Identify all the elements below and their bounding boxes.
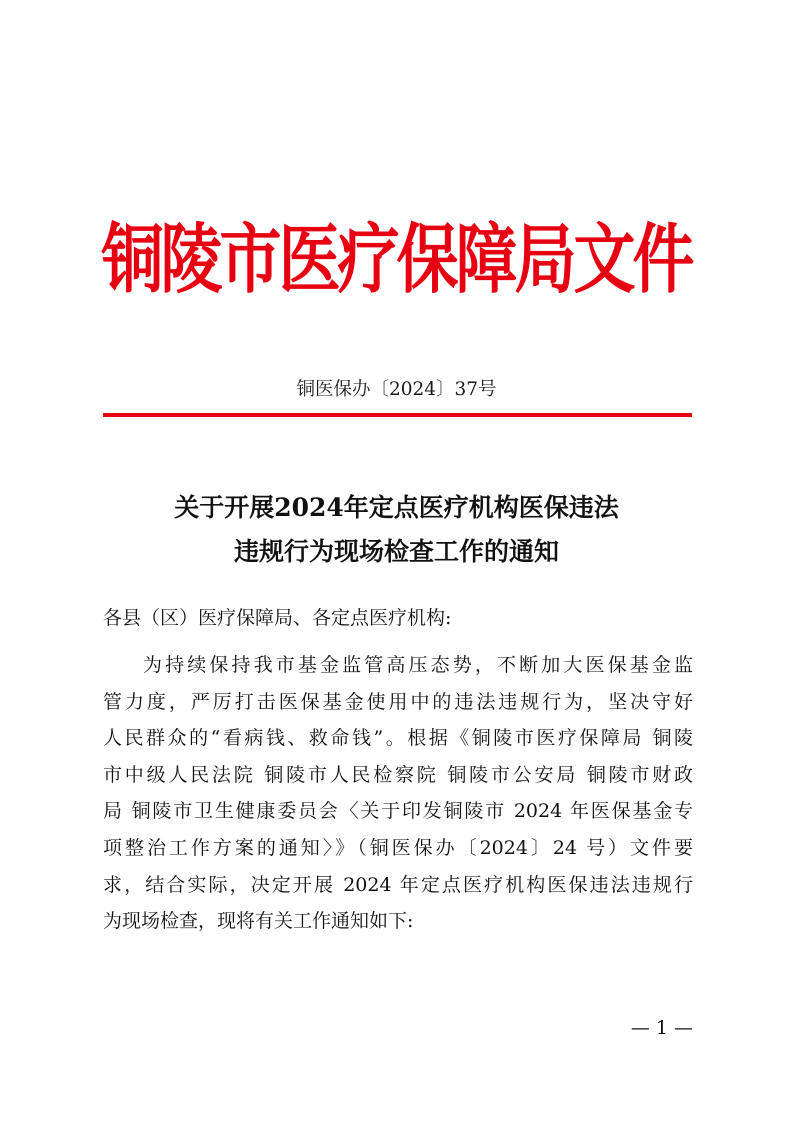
body-paragraph bbox=[103, 647, 693, 940]
red-separator-line bbox=[103, 413, 692, 417]
paragraph-line: 为现场检查，现将有关工作通知如下: bbox=[103, 910, 414, 933]
paragraph-line: 管力度，严厉打击医保基金使用中的违法违规行为，坚决守好 bbox=[103, 690, 693, 713]
title-line: 关于开展2024年定点医疗机构医保违法 bbox=[174, 493, 619, 522]
paragraph-line: 局 铜陵市卫生健康委员会〈关于印发铜陵市 2024 年医保基金专 bbox=[103, 800, 693, 823]
paragraph-line: 项整治工作方案的通知〉》（铜医保办〔2024〕24 号）文件要 bbox=[103, 836, 693, 859]
issuer-heading: 铜陵市医疗保障局文件 bbox=[101, 214, 692, 304]
notice-title bbox=[0, 486, 793, 574]
page-number: — 1 — bbox=[630, 1017, 693, 1039]
document-number: 铜医保办〔2024〕37号 bbox=[296, 379, 497, 400]
paragraph-line: 为持续保持我市基金监管高压态势，不断加大医保基金监 bbox=[143, 654, 693, 676]
salutation: 各县（区）医疗保障局、各定点医疗机构: bbox=[103, 607, 452, 629]
paragraph-line: 求，结合实际，决定开展 2024 年定点医疗机构医保违法违规行 bbox=[103, 873, 693, 896]
paragraph-line: 人民群众的“看病钱、救命钱”。根据《铜陵市医疗保障局 铜陵 bbox=[103, 727, 693, 750]
paragraph-line: 市中级人民法院 铜陵市人民检察院 铜陵市公安局 铜陵市财政 bbox=[103, 763, 693, 786]
title-line: 违规行为现场检查工作的通知 bbox=[233, 537, 559, 566]
